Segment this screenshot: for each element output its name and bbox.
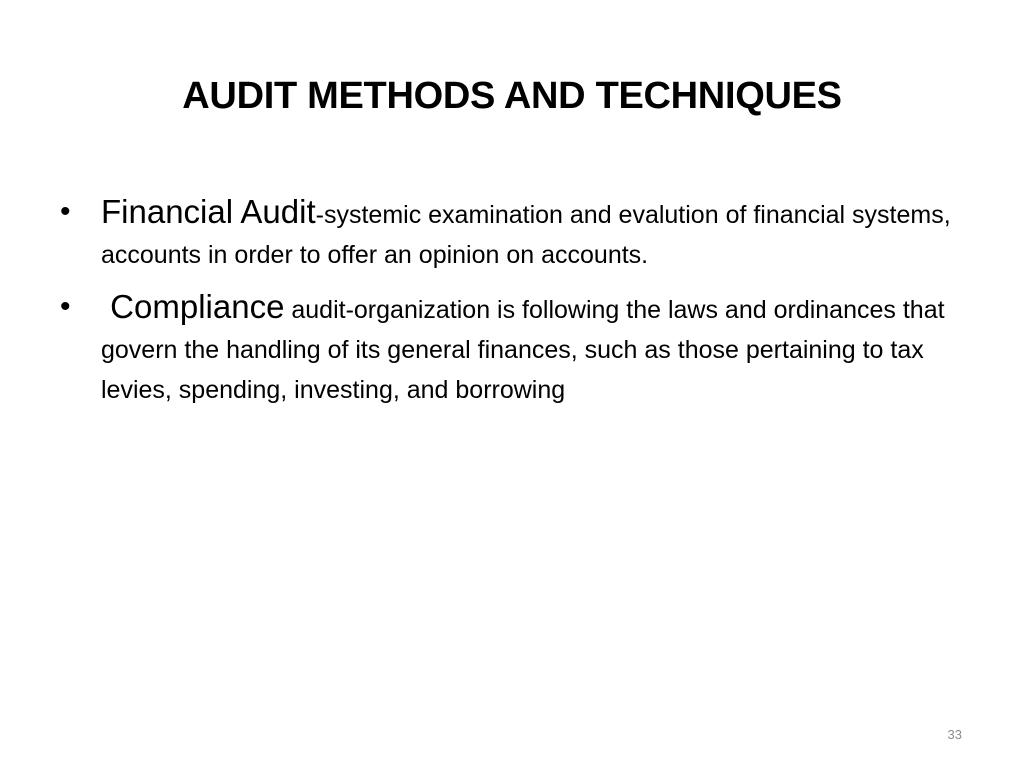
bullet-lead-financial-audit: Financial Audit <box>101 193 316 230</box>
bullet-item-compliance <box>60 287 970 410</box>
bullet-lead-compliance: Compliance <box>101 288 285 325</box>
slide-number: 33 <box>947 727 962 742</box>
bullet-marker: • <box>60 195 71 228</box>
bullet-item-financial-audit <box>60 192 970 275</box>
bullet-text-compliance: audit-organization is following the laws and ordinances that govern the handling of its general finances, such as those pertaining to tax levies, spending, investing, and borrowing <box>101 296 945 404</box>
bullet-marker: • <box>60 290 71 323</box>
slide-title: AUDIT METHODS AND TECHNIQUES <box>182 75 842 117</box>
bullet-list <box>60 192 970 422</box>
bullet-text-financial-audit: -systemic examination and evalution of financial systems, accounts in order to offer an opinion on accounts. <box>101 201 951 269</box>
